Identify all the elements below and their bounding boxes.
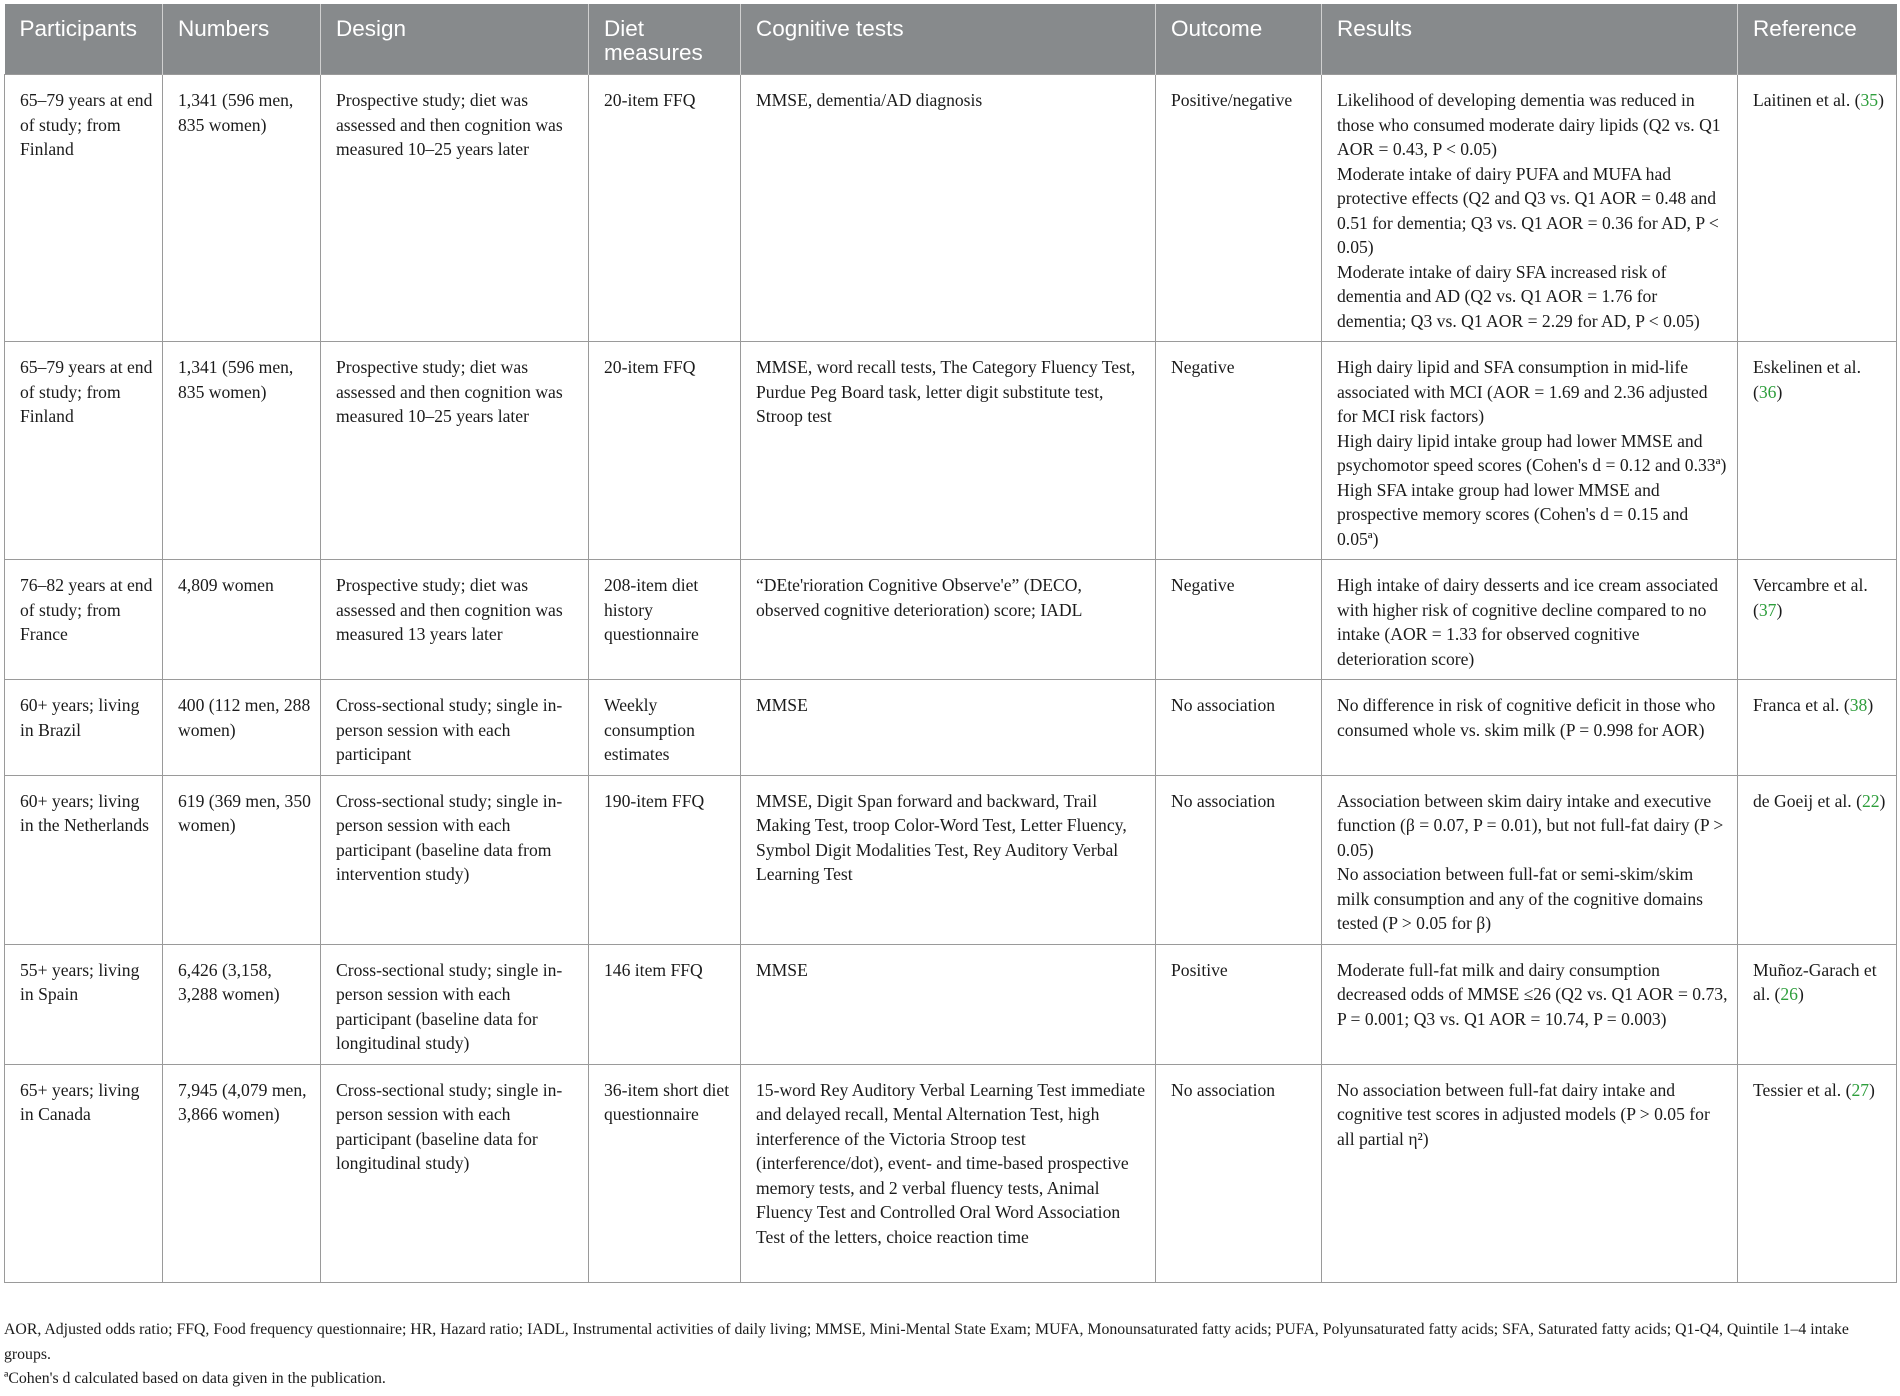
cell-cognitive-tests: 15-word Rey Auditory Verbal Learning Test immediate and delayed recall, Mental Alternation Test, high interference of the Victoria Stroop test (interference/dot), event- and time-based prospective memory tests, and 2 verbal fluency tests, Animal Fluency Test and Controlled Oral Word Association Test of the letters, choice reaction time: [741, 1064, 1156, 1282]
cell-reference: Laitinen et al. (35): [1738, 75, 1897, 342]
cell-design: Prospective study; diet was assessed and then cognition was measured 10–25 years later: [321, 75, 589, 342]
table-row: [5, 680, 1897, 776]
cell-results: [1322, 680, 1738, 776]
reference-link[interactable]: 26: [1780, 984, 1798, 1004]
cell-results: [1322, 775, 1738, 944]
result-line: No difference in risk of cognitive deficit in those who consumed whole vs. skim milk (P = 0.998 for AOR): [1337, 695, 1716, 740]
cell-outcome: Positive/negative: [1156, 75, 1322, 342]
cohens-d-footnote: ªCohen's d calculated based on data given in the publication.: [4, 1370, 386, 1387]
result-line: High SFA intake group had lower MMSE and prospective memory scores (Cohen's d = 0.15 and 0.05ª): [1337, 479, 1689, 549]
table-row: [5, 775, 1897, 944]
cell-diet-measures: Weekly consumption estimates: [589, 680, 741, 776]
cell-outcome: No association: [1156, 1064, 1322, 1282]
col-header-outcome: Outcome: [1156, 4, 1322, 75]
cell-design: Cross-sectional study; single in-person session with each participant (baseline data for longitudinal study): [321, 944, 589, 1064]
cell-numbers: 7,945 (4,079 men, 3,866 women): [163, 1064, 321, 1282]
col-header-cognitive-tests: Cognitive tests: [741, 4, 1156, 75]
cell-outcome: No association: [1156, 680, 1322, 776]
table-row: [5, 1064, 1897, 1282]
col-header-results: Results: [1322, 4, 1738, 75]
reference-author: Tessier et al.: [1753, 1079, 1842, 1100]
cell-design: Cross-sectional study; single in-person session with each participant (baseline data for longitudinal study): [321, 1064, 589, 1282]
reference-author: Franca et al.: [1753, 695, 1840, 715]
reference-link[interactable]: 27: [1851, 1079, 1870, 1100]
cell-participants: 60+ years; living in Brazil: [5, 680, 163, 776]
table-row: [5, 342, 1897, 560]
cell-participants: 55+ years; living in Spain: [5, 944, 163, 1064]
col-header-reference: Reference: [1738, 4, 1897, 75]
reference-author: Muñoz-Garach et al.: [1753, 959, 1877, 1004]
cell-participants: 65–79 years at end of study; from Finland: [5, 75, 163, 342]
table-container: [4, 4, 1896, 1283]
cell-participants: 60+ years; living in the Netherlands: [5, 775, 163, 944]
cell-numbers: 6,426 (3,158, 3,288 women): [163, 944, 321, 1064]
cell-design: Prospective study; diet was assessed and then cognition was measured 10–25 years later: [321, 342, 589, 560]
cell-cognitive-tests: “DEte'rioration Cognitive Observe'e” (DECO, observed cognitive deterioration) score; IADL: [741, 560, 1156, 680]
cell-reference: de Goeij et al. (22): [1738, 775, 1897, 944]
cell-numbers: 619 (369 men, 350 women): [163, 775, 321, 944]
cell-reference: Franca et al. (38): [1738, 680, 1897, 776]
cell-diet-measures: 20-item FFQ: [589, 75, 741, 342]
cell-results: [1322, 944, 1738, 1064]
abbreviations-footnote: AOR, Adjusted odds ratio; FFQ, Food frequency questionnaire; HR, Hazard ratio; IADL, Instrumental activities of daily living; MMSE, Mini-Mental State Exam; MUFA, Monounsaturated fatty acids; PUFA, Polyunsaturated fatty acids; SFA, Saturated fatty acids; Q1-Q4, Quintile 1–4 intake groups.: [4, 1321, 1849, 1363]
reference-author: Eskelinen et al.: [1753, 357, 1861, 377]
cell-results: [1322, 342, 1738, 560]
cell-results: [1322, 560, 1738, 680]
result-line: Moderate intake of dairy PUFA and MUFA had protective effects (Q2 and Q3 vs. Q1 AOR = 0.48 and 0.51 for dementia; Q3 vs. Q1 AOR = 0.36 for AD, P < 0.05): [1337, 163, 1719, 257]
cell-numbers: 1,341 (596 men, 835 women): [163, 75, 321, 342]
cell-diet-measures: 190-item FFQ: [589, 775, 741, 944]
cell-participants: 65+ years; living in Canada: [5, 1064, 163, 1282]
result-line: Moderate full-fat milk and dairy consumption decreased odds of MMSE ≤26 (Q2 vs. Q1 AOR = 0.73, P = 0.001; Q3 vs. Q1 AOR = 10.74, P = 0.003): [1337, 959, 1728, 1029]
cell-participants: 65–79 years at end of study; from Finland: [5, 342, 163, 560]
result-line: No association between full-fat or semi-skim/skim milk consumption and any of the cognitive domains tested (P > 0.05 for β): [1337, 864, 1703, 933]
studies-table: [4, 4, 1897, 1283]
table-header-row: [5, 4, 1897, 75]
cell-diet-measures: 146 item FFQ: [589, 944, 741, 1064]
cell-outcome: Positive: [1156, 944, 1322, 1064]
col-header-design: Design: [321, 4, 589, 75]
cell-cognitive-tests: MMSE: [741, 944, 1156, 1064]
reference-author: Laitinen et al.: [1753, 90, 1851, 110]
result-line: High intake of dairy desserts and ice cream associated with higher risk of cognitive decline compared to no intake (AOR = 1.33 for observed cognitive deterioration score): [1337, 575, 1719, 669]
table-body: [5, 75, 1897, 1283]
cell-results: [1322, 1064, 1738, 1282]
cell-outcome: Negative: [1156, 342, 1322, 560]
cell-diet-measures: 36-item short diet questionnaire: [589, 1064, 741, 1282]
reference-link[interactable]: 22: [1861, 790, 1880, 811]
cell-reference: Tessier et al. (27): [1738, 1064, 1897, 1282]
cell-cognitive-tests: MMSE, word recall tests, The Category Fluency Test, Purdue Peg Board task, letter digit substitute test, Stroop test: [741, 342, 1156, 560]
cell-outcome: Negative: [1156, 560, 1322, 680]
cell-diet-measures: 20-item FFQ: [589, 342, 741, 560]
cell-numbers: 1,341 (596 men, 835 women): [163, 342, 321, 560]
cell-cognitive-tests: MMSE, dementia/AD diagnosis: [741, 75, 1156, 342]
reference-link[interactable]: 35: [1860, 90, 1879, 110]
table-row: [5, 560, 1897, 680]
cell-cognitive-tests: MMSE: [741, 680, 1156, 776]
reference-author: Vercambre et al.: [1753, 575, 1868, 595]
col-header-participants: Participants: [5, 4, 163, 75]
result-line: Moderate intake of dairy SFA increased risk of dementia and AD (Q2 vs. Q1 AOR = 1.76 for dementia; Q3 vs. Q1 AOR = 2.29 for AD, P < 0.05): [1337, 261, 1700, 331]
reference-author: de Goeij et al.: [1753, 790, 1852, 811]
cell-design: Cross-sectional study; single in-person session with each participant (baseline data from intervention study): [321, 775, 589, 944]
result-line: Association between skim dairy intake and executive function (β = 0.07, P = 0.01), but not full-fat dairy (P > 0.05): [1337, 790, 1724, 860]
table-footnotes: [4, 1318, 1896, 1392]
result-line: Likelihood of developing dementia was reduced in those who consumed moderate dairy lipids (Q2 vs. Q1 AOR = 0.43, P < 0.05): [1337, 90, 1721, 159]
cell-design: Prospective study; diet was assessed and then cognition was measured 13 years later: [321, 560, 589, 680]
reference-link[interactable]: 37: [1758, 599, 1777, 620]
table-row: [5, 944, 1897, 1064]
result-line: High dairy lipid and SFA consumption in mid-life associated with MCI (AOR = 1.69 and 2.36 adjusted for MCI risk factors): [1337, 357, 1708, 426]
cell-numbers: 4,809 women: [163, 560, 321, 680]
cell-numbers: 400 (112 men, 288 women): [163, 680, 321, 776]
cell-results: [1322, 75, 1738, 342]
cell-design: Cross-sectional study; single in-person session with each participant: [321, 680, 589, 776]
cell-diet-measures: 208-item diet history questionnaire: [589, 560, 741, 680]
col-header-diet-measures: Diet measures: [589, 4, 741, 75]
cell-outcome: No association: [1156, 775, 1322, 944]
cell-reference: Muñoz-Garach et al. (26): [1738, 944, 1897, 1064]
result-line: No association between full-fat dairy intake and cognitive test scores in adjusted models (P > 0.05 for all partial η²): [1337, 1079, 1710, 1149]
cell-cognitive-tests: MMSE, Digit Span forward and backward, Trail Making Test, troop Color-Word Test, Letter Fluency, Symbol Digit Modalities Test, Rey Auditory Verbal Learning Test: [741, 775, 1156, 944]
cell-reference: Vercambre et al. (37): [1738, 560, 1897, 680]
reference-link[interactable]: 36: [1758, 381, 1777, 402]
col-header-numbers: Numbers: [163, 4, 321, 75]
result-line: High dairy lipid intake group had lower MMSE and psychomotor speed scores (Cohen's d = 0.12 and 0.33ª): [1337, 430, 1727, 475]
reference-link[interactable]: 38: [1849, 695, 1868, 715]
cell-reference: Eskelinen et al. (36): [1738, 342, 1897, 560]
cell-participants: 76–82 years at end of study; from France: [5, 560, 163, 680]
table-row: [5, 75, 1897, 342]
